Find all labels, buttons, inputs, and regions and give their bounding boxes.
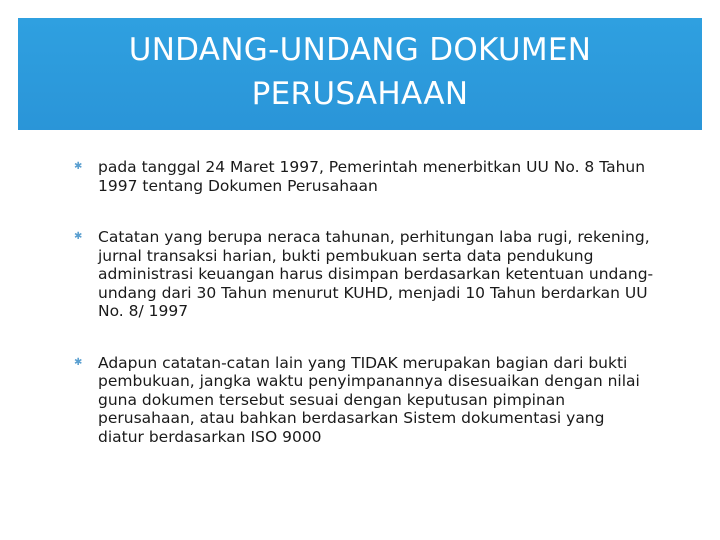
bullet-item [74,228,654,321]
asterisk-icon: ✱ [74,356,83,368]
asterisk-icon: ✱ [74,231,83,242]
bullet-text: Adapun catatan-catan lain yang TIDAK merupakan bagian dari bukti pembukuan, jangka waktu penyimpanannya disesuaikan dengan nilai guna dokumen tersebut sesuai dengan keputusan pimpinan perusahaan, atau bahkan berdasarkan Sistem dokumentasi yang diatur berdasarkan ISO 9000 [98,353,640,446]
bullet-text: pada tanggal 24 Maret 1997, Pemerintah menerbitkan UU No. 8 Tahun 1997 tentang Dokumen Perusahaan [98,158,646,195]
asterisk-icon: ✱ [74,161,83,172]
bullet-text: Catatan yang berupa neraca tahunan, perhitungan laba rugi, rekening, jurnal transaksi harian, bukti pembukuan serta data pendukung administrasi keuangan harus disimpan berdasarkan ketentuan undang-undang dari 30 Tahun menurut KUHD, menjadi 10 Tahun berdarkan UU No. 8/ 1997 [98,228,654,320]
bullet-item [74,158,654,195]
slide-title: UNDANG-UNDANG DOKUMEN PERUSAHAAN [128,32,592,112]
bullet-list [74,158,654,479]
title-bar [18,18,702,130]
bullet-item [74,354,654,447]
